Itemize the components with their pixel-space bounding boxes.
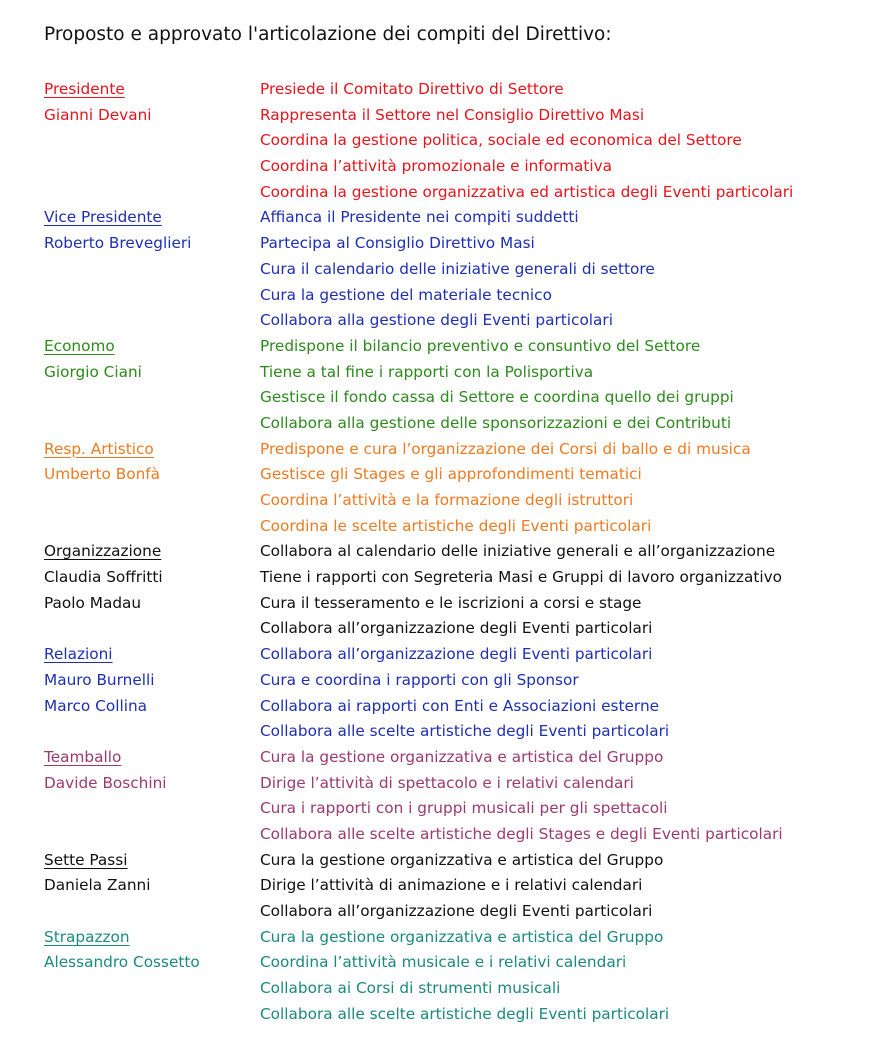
role-row xyxy=(0,231,876,257)
role-section xyxy=(0,539,876,642)
page-title: Proposto e approvato l'articolazione dei compiti del Direttivo: xyxy=(44,24,612,45)
task-description: Coordina la gestione politica, sociale ed economica del Settore xyxy=(260,131,742,150)
role-row xyxy=(0,308,876,334)
task-description: Gestisce il fondo cassa di Settore e coordina quello dei gruppi xyxy=(260,388,734,407)
member-name: Paolo Madau xyxy=(44,593,142,612)
role-row xyxy=(0,668,876,694)
role-title: Relazioni xyxy=(44,645,113,664)
role-section xyxy=(0,77,876,205)
member-name: Umberto Bonfà xyxy=(44,465,161,484)
role-row xyxy=(0,873,876,899)
member-name: Giorgio Ciani xyxy=(44,362,142,381)
task-description: Coordina l’attività musicale e i relativi calendari xyxy=(260,953,627,972)
role-row xyxy=(0,848,876,874)
task-description: Collabora alla gestione degli Eventi particolari xyxy=(260,311,613,330)
task-description: Collabora all’organizzazione degli Eventi particolari xyxy=(260,902,653,920)
role-row xyxy=(0,976,876,1002)
task-description: Collabora alla gestione delle sponsorizzazioni e dei Contributi xyxy=(260,413,732,432)
member-name: Marco Collina xyxy=(44,696,148,715)
task-description: Predispone e cura l’organizzazione dei Corsi di ballo e di musica xyxy=(260,439,751,458)
task-description: Affianca il Presidente nei compiti suddetti xyxy=(260,208,579,227)
task-description: Tiene a tal fine i rapporti con la Polisportiva xyxy=(260,362,594,381)
task-description: Cura il calendario delle iniziative generali di settore xyxy=(260,259,655,278)
role-row xyxy=(0,154,876,180)
task-description: Collabora alle scelte artistiche degli Stages e degli Eventi particolari xyxy=(260,824,783,843)
task-description: Coordina l’attività promozionale e informativa xyxy=(260,157,613,176)
member-name: Gianni Devani xyxy=(44,105,152,124)
role-title: Resp. Artistico xyxy=(44,439,154,458)
role-title: Sette Passi xyxy=(44,850,128,869)
task-description: Partecipa al Consiglio Direttivo Masi xyxy=(260,234,535,253)
role-row xyxy=(0,822,876,848)
role-row xyxy=(0,462,876,488)
task-description: Tiene i rapporti con Segreteria Masi e Gruppi di lavoro organizzativo xyxy=(260,568,782,587)
member-name: Daniela Zanni xyxy=(44,876,151,895)
task-description: Coordina le scelte artistiche degli Eventi particolari xyxy=(260,516,652,535)
role-row xyxy=(0,437,876,463)
directive-roles-list xyxy=(0,77,876,1027)
role-row xyxy=(0,128,876,154)
role-title: Vice Presidente xyxy=(44,208,162,227)
task-description: Coordina l’attività e la formazione degli istruttori xyxy=(260,491,634,509)
task-description: Cura i rapporti con i gruppi musicali per gli spettacoli xyxy=(260,799,668,818)
role-row xyxy=(0,205,876,231)
task-description: Coordina la gestione organizzativa ed artistica degli Eventi particolari xyxy=(260,182,794,201)
role-row xyxy=(0,925,876,951)
task-description: Cura e coordina i rapporti con gli Sponsor xyxy=(260,670,579,689)
role-row xyxy=(0,719,876,745)
role-row xyxy=(0,539,876,565)
task-description: Rappresenta il Settore nel Consiglio Direttivo Masi xyxy=(260,105,645,124)
role-row xyxy=(0,771,876,797)
role-row xyxy=(0,488,876,514)
task-description: Collabora alle scelte artistiche degli Eventi particolari xyxy=(260,722,670,741)
member-name: Alessandro Cossetto xyxy=(44,953,200,972)
task-description: Dirige l’attività di animazione e i relativi calendari xyxy=(260,876,643,895)
task-description: Predispone il bilancio preventivo e consuntivo del Settore xyxy=(260,336,701,355)
task-description: Collabora ai Corsi di strumenti musicali xyxy=(260,979,561,998)
role-row xyxy=(0,283,876,309)
member-name: Mauro Burnelli xyxy=(44,670,155,689)
task-description: Collabora al calendario delle iniziative generali e all’organizzazione xyxy=(260,542,776,561)
task-description: Dirige l’attività di spettacolo e i relativi calendari xyxy=(260,773,634,792)
role-row xyxy=(0,694,876,720)
member-name: Claudia Soffritti xyxy=(44,568,163,587)
role-title: Strapazzon xyxy=(44,927,130,946)
task-description: Collabora all’organizzazione degli Eventi particolari xyxy=(260,645,653,664)
task-description: Cura la gestione del materiale tecnico xyxy=(260,285,552,304)
role-row xyxy=(0,411,876,437)
role-row xyxy=(0,385,876,411)
role-row xyxy=(0,950,876,976)
task-description: Presiede il Comitato Direttivo di Settore xyxy=(260,80,564,98)
role-row xyxy=(0,899,876,925)
task-description: Gestisce gli Stages e gli approfondimenti tematici xyxy=(260,465,642,484)
role-section xyxy=(0,848,876,925)
role-title: Teamballo xyxy=(44,747,122,766)
role-title: Organizzazione xyxy=(44,542,162,561)
task-description: Cura la gestione organizzativa e artistica del Gruppo xyxy=(260,747,664,766)
role-section xyxy=(0,745,876,848)
role-row xyxy=(0,745,876,771)
role-title: Economo xyxy=(44,336,115,355)
role-section xyxy=(0,334,876,437)
member-name: Davide Boschini xyxy=(44,773,167,792)
role-section xyxy=(0,642,876,745)
task-description: Cura il tesseramento e le iscrizioni a corsi e stage xyxy=(260,593,642,612)
member-name: Roberto Breveglieri xyxy=(44,234,192,253)
role-section xyxy=(0,925,876,1028)
role-row xyxy=(0,180,876,206)
role-section xyxy=(0,205,876,333)
task-description: Cura la gestione organizzativa e artistica del Gruppo xyxy=(260,850,664,869)
task-description: Collabora ai rapporti con Enti e Associazioni esterne xyxy=(260,696,660,715)
role-row xyxy=(0,360,876,386)
task-description: Cura la gestione organizzativa e artistica del Gruppo xyxy=(260,927,664,946)
role-row xyxy=(0,616,876,642)
role-row xyxy=(0,334,876,360)
role-row xyxy=(0,77,876,103)
role-title: Presidente xyxy=(44,80,125,98)
role-row xyxy=(0,514,876,540)
role-row xyxy=(0,103,876,129)
role-row xyxy=(0,1002,876,1028)
role-row xyxy=(0,642,876,668)
role-row xyxy=(0,796,876,822)
role-row xyxy=(0,591,876,617)
task-description: Collabora alle scelte artistiche degli Eventi particolari xyxy=(260,1004,670,1023)
role-row xyxy=(0,565,876,591)
task-description: Collabora all’organizzazione degli Eventi particolari xyxy=(260,619,653,638)
role-section xyxy=(0,437,876,540)
role-row xyxy=(0,257,876,283)
